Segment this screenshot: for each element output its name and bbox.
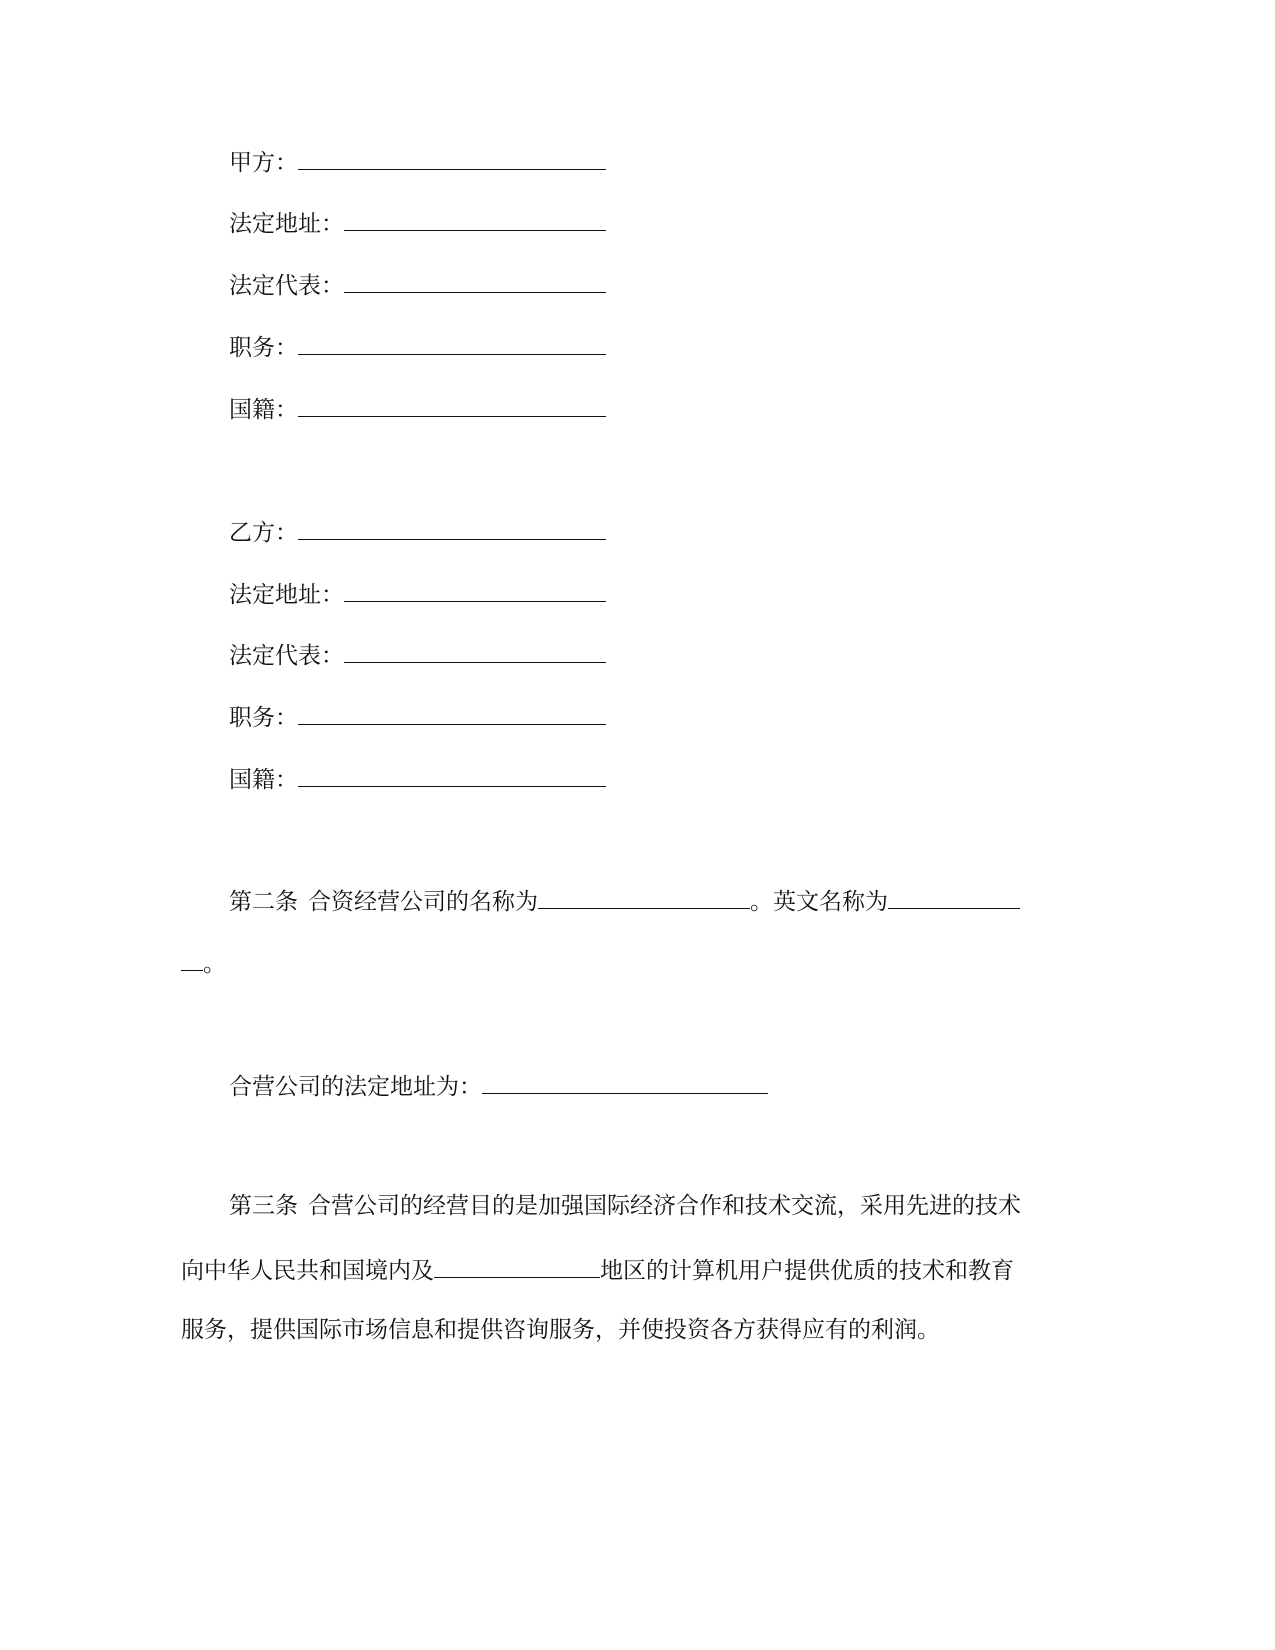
article-2-line-2 <box>181 946 226 979</box>
party-a-representative-row <box>229 268 606 301</box>
article-3-number: 第三条 <box>229 1193 298 1219</box>
company-name-field[interactable] <box>538 884 750 909</box>
party-a-name-label: 甲方： <box>229 150 298 176</box>
article-3-line-1 <box>229 1191 1021 1221</box>
party-a-position-label: 职务： <box>229 335 298 361</box>
party-b-name-label: 乙方： <box>229 520 298 546</box>
article-3-text-1: 合营公司的经营目的是加强国际经济合作和技术交流，采用先进的技术 <box>308 1193 1021 1219</box>
party-b-representative-label: 法定代表： <box>229 643 344 669</box>
party-b-address-field[interactable] <box>344 577 606 602</box>
party-b-address-label: 法定地址： <box>229 582 344 608</box>
article-3-text-2b: 地区的计算机用户提供优质的技术和教育 <box>600 1258 1014 1284</box>
company-address-label: 合营公司的法定地址为： <box>229 1074 482 1100</box>
article-3-text-2a: 向中华人民共和国境内及 <box>181 1258 434 1284</box>
party-a-position-row <box>229 330 606 363</box>
party-b-representative-row <box>229 638 606 671</box>
company-address-field[interactable] <box>482 1069 768 1094</box>
party-a-nationality-row <box>229 392 606 425</box>
party-a-nationality-field[interactable] <box>298 392 606 417</box>
party-a-nationality-label: 国籍： <box>229 397 298 423</box>
party-b-nationality-row <box>229 762 606 795</box>
party-b-name-row <box>229 515 606 548</box>
party-b-nationality-field[interactable] <box>298 762 606 787</box>
company-address-row <box>229 1069 768 1102</box>
party-a-name-row <box>229 145 606 178</box>
party-b-address-row <box>229 577 606 610</box>
article-3-line-3 <box>181 1315 940 1345</box>
party-b-position-label: 职务： <box>229 705 298 731</box>
english-name-field[interactable] <box>888 884 1020 909</box>
party-b-position-field[interactable] <box>298 700 606 725</box>
article-2-number: 第二条 <box>229 889 298 915</box>
party-b-representative-field[interactable] <box>344 638 606 663</box>
article-3-text-3: 服务，提供国际市场信息和提供咨询服务，并使投资各方获得应有的利润。 <box>181 1317 940 1343</box>
party-a-position-field[interactable] <box>298 330 606 355</box>
party-b-position-row <box>229 700 606 733</box>
article-2-period: 。 <box>203 951 226 977</box>
party-a-address-row <box>229 206 606 239</box>
party-a-address-label: 法定地址： <box>229 211 344 237</box>
region-field[interactable] <box>434 1253 600 1278</box>
article-3-line-2 <box>181 1253 1014 1286</box>
party-b-nationality-label: 国籍： <box>229 767 298 793</box>
article-2-line-1 <box>229 884 1020 917</box>
party-a-address-field[interactable] <box>344 206 606 231</box>
party-a-name-field[interactable] <box>298 145 606 170</box>
article-2-english-text: 。英文名称为 <box>750 889 888 915</box>
party-a-representative-label: 法定代表： <box>229 273 344 299</box>
article-2-name-text: 合资经营公司的名称为 <box>308 889 538 915</box>
party-b-name-field[interactable] <box>298 515 606 540</box>
party-a-representative-field[interactable] <box>344 268 606 293</box>
english-name-field-continued[interactable] <box>181 946 203 971</box>
